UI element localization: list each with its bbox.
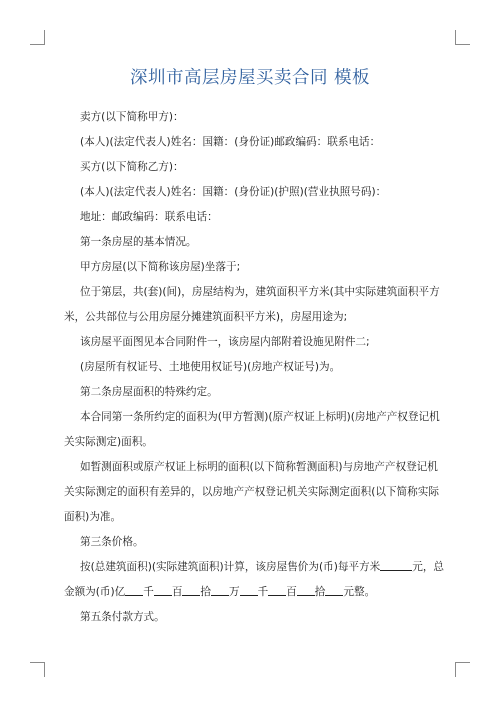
amount-blank	[240, 584, 258, 596]
paragraph-article-3: 第三条价格。	[80, 536, 144, 548]
crop-mark-bottom-right	[455, 662, 470, 677]
crop-mark-top-left	[30, 30, 45, 45]
amount-unit-qian: 千	[143, 586, 154, 598]
amount-blank	[268, 584, 286, 596]
paragraph-buyer-details: (本人)(法定代表人)姓名：国籍：(身份证)(护照)(营业执照号码)：	[80, 186, 387, 198]
amount-unit-bai: 百	[171, 586, 183, 598]
paragraph-buyer: 买方(以下简称乙方)：	[80, 161, 184, 173]
paragraph-seller-details: (本人)(法定代表人)姓名：国籍：(身份证)邮政编码：联系电话：	[80, 136, 381, 148]
paragraph-area-difference: 如暂测面积或原产权证上标明的面积(以下简称暂测面积)与房地产产权登记机关实际测定的面积有差异的，以房地产产权登记机关实际测定面积(以下简称实际面积)为准。	[64, 461, 439, 523]
paragraph-article-2: 第二条房屋面积的特殊约定。	[80, 386, 218, 398]
paragraph-address: 地址：邮政编码：联系电话：	[80, 211, 218, 223]
amount-blank	[125, 584, 143, 596]
price-text: 按(总建筑面积)(实际建筑面积)计算，该房屋售价为(币)每平方米	[80, 561, 381, 573]
amount-blank	[325, 584, 343, 596]
paragraph-floor-area: 位于第层，共(套)(间)，房屋结构为，建筑面积平方米(其中实际建筑面积平方米，公共部位与公用房屋分摊建筑面积平方米)，房屋用途为;	[64, 286, 440, 323]
document-body	[64, 105, 447, 630]
amount-blank	[154, 584, 172, 596]
price-blank-unit	[380, 559, 412, 571]
amount-unit-qian-2: 千	[257, 586, 269, 598]
amount-unit-wan: 万	[229, 586, 240, 598]
amount-blank	[182, 584, 200, 596]
paragraph-certificates: (房屋所有权证号、土地使用权证号)(房地产权证号)为。	[80, 361, 341, 373]
total-amount-text: 金额为(币)亿	[64, 586, 126, 598]
paragraph-article-1: 第一条房屋的基本情况。	[80, 236, 197, 248]
amount-blank	[211, 584, 229, 596]
paragraph-price-line-1	[64, 555, 447, 580]
paragraph-floor-plan: 该房屋平面图见本合同附件一，该房屋内部附着设施见附件二;	[80, 336, 370, 348]
amount-unit-bai-2: 百	[286, 586, 297, 598]
crop-mark-top-right	[455, 30, 470, 45]
price-unit-text: 元，总	[412, 561, 445, 573]
paragraph-seller: 卖方(以下简称甲方)：	[80, 111, 184, 123]
amount-blank	[297, 584, 315, 596]
crop-mark-bottom-left	[30, 662, 45, 677]
amount-end-text: 元整。	[343, 586, 376, 598]
amount-unit-shi: 拾	[200, 586, 212, 598]
paragraph-location: 甲方房屋(以下简称该房屋)坐落于;	[80, 261, 241, 273]
paragraph-price-line-2	[64, 580, 447, 605]
paragraph-article-5: 第五条付款方式。	[80, 611, 165, 623]
document-title: 深圳市高层房屋买卖合同 模板	[129, 68, 371, 88]
amount-unit-shi-2: 拾	[314, 586, 326, 598]
paragraph-area-agreement: 本合同第一条所约定的面积为(甲方暂测)(原产权证上标明)(房地产产权登记机关实际测定)面积。	[64, 411, 440, 448]
